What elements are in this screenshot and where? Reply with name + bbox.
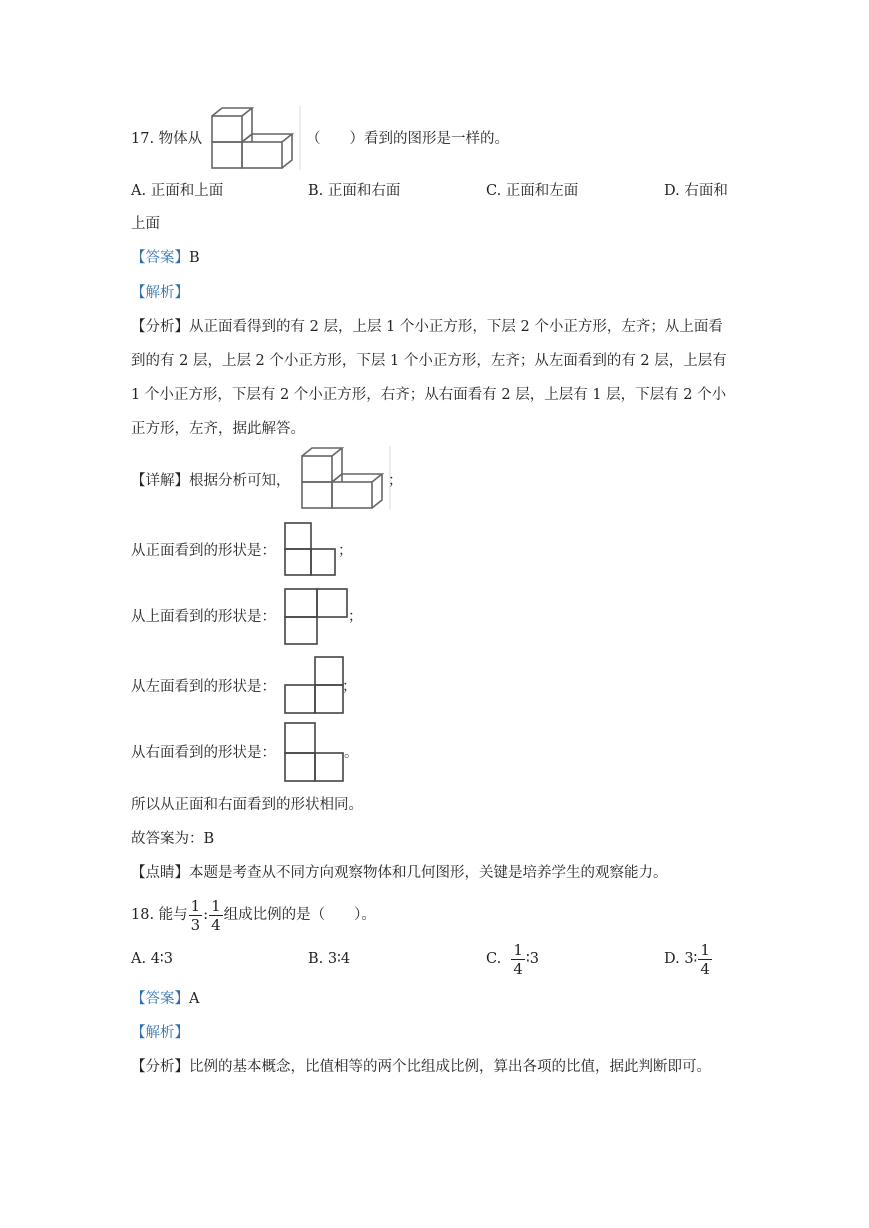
ratio-colon: : — [203, 907, 209, 923]
q18-option-a: A. 4∶3 — [131, 951, 173, 967]
view-right-end: 。 — [344, 745, 359, 761]
q17-option-a: A. 正面和上面 — [131, 183, 224, 199]
q17-detail — [131, 470, 291, 492]
view-top-end: ； — [348, 609, 363, 625]
q17-stem-post: （ ）看到的图形是一样的。 — [306, 131, 509, 147]
q17-option-d: D. 右面和 — [664, 183, 728, 199]
view-left-label: 从左面看到的形状是： — [131, 679, 276, 695]
q18-analysis-tag: 【解析】 — [131, 1025, 189, 1041]
frac-num: 1 — [211, 896, 221, 915]
dianjing-tag: 【点睛】 — [131, 865, 189, 881]
q17-dianjing — [131, 862, 668, 884]
fraction-one-fourth — [209, 897, 223, 934]
q17-option-c: C. 正面和左面 — [486, 183, 579, 199]
view-top-label: 从上面看到的形状是： — [131, 609, 276, 625]
q17-detail-end: ； — [388, 473, 403, 489]
q17-option-d-wrap: 上面 — [131, 216, 160, 232]
q17-analysis-tag: 【解析】 — [131, 285, 189, 301]
q18-option-c — [486, 937, 539, 981]
fraction-one-fourth — [511, 941, 525, 978]
left-view-figure — [282, 654, 346, 716]
view-front-end: ； — [338, 543, 353, 559]
q17-fenxi-line-2: 到的有 2 层，上层 2 个小正方形，下层 1 个小正方形，左齐；从左面看到的有 2 层，上层有 — [131, 353, 727, 369]
detail-tag: 【详解】 — [131, 473, 189, 489]
frac-den: 4 — [513, 959, 523, 978]
frac-num: 1 — [700, 940, 710, 959]
fenxi-text: 比例的基本概念，比值相等的两个比组成比例，算出各项的比值，据此判断即可。 — [189, 1059, 711, 1075]
answer-tag: 【答案】 — [131, 250, 189, 266]
right-view-figure — [282, 720, 346, 784]
frac-den: 4 — [700, 959, 710, 978]
view-left-end: ； — [342, 679, 357, 695]
option-label: D. 3∶ — [664, 951, 698, 967]
frac-den: 3 — [190, 915, 201, 934]
q18-option-b: B. 3∶4 — [308, 951, 351, 967]
fraction-one-fourth — [698, 941, 712, 978]
q18-fenxi — [131, 1056, 711, 1078]
front-view-figure — [282, 520, 338, 578]
frac-num: 1 — [190, 896, 201, 915]
q17-fenxi-line-1 — [131, 316, 723, 338]
detail-text: 根据分析可知， — [189, 473, 291, 489]
dianjing-text: 本题是考查从不同方向观察物体和几何图形，关键是培养学生的观察能力。 — [189, 865, 668, 881]
fenxi-tag: 【分析】 — [131, 319, 189, 335]
q18-stem-post: 组成比例的是（ ）。 — [223, 907, 376, 923]
fraction-one-third — [189, 897, 203, 934]
q18-answer — [131, 988, 199, 1010]
q17-stem-pre: 17. 物体从 — [131, 131, 203, 147]
cube-object-figure-detail — [300, 446, 392, 512]
q17-conclusion: 所以从正面和右面看到的形状相同。 — [131, 797, 363, 813]
answer-tag: 【答案】 — [131, 991, 189, 1007]
option-label: C. — [486, 951, 502, 967]
q17-fenxi-line-3: 1 个小正方形，下层有 2 个小正方形，右齐；从右面看有 2 层，上层有 1 层，下层有 2 个小 — [131, 387, 727, 403]
fenxi-tag: 【分析】 — [131, 1059, 189, 1075]
q18-stem — [131, 893, 376, 937]
fenxi-text: 从正面看得到的有 2 层，上层 1 个小正方形，下层 2 个小正方形，左齐；从上面看 — [189, 319, 723, 335]
frac-num: 1 — [513, 940, 523, 959]
q18-option-d — [664, 937, 713, 981]
q17-answer — [131, 247, 200, 269]
q17-fenxi-line-4: 正方形，左齐，据此解答。 — [131, 421, 305, 437]
frac-den: 4 — [211, 915, 221, 934]
top-view-figure — [282, 586, 350, 646]
cube-object-figure — [210, 106, 302, 172]
option-rest: ∶3 — [525, 951, 539, 967]
view-front-label: 从正面看到的形状是： — [131, 543, 276, 559]
answer-value: B — [189, 250, 200, 266]
q18-stem-pre: 18. 能与 — [131, 907, 188, 923]
q17-option-b: B. 正面和右面 — [308, 183, 401, 199]
answer-value: A — [189, 991, 200, 1007]
view-right-label: 从右面看到的形状是： — [131, 745, 276, 761]
q17-final-answer: 故答案为：B — [131, 831, 215, 847]
